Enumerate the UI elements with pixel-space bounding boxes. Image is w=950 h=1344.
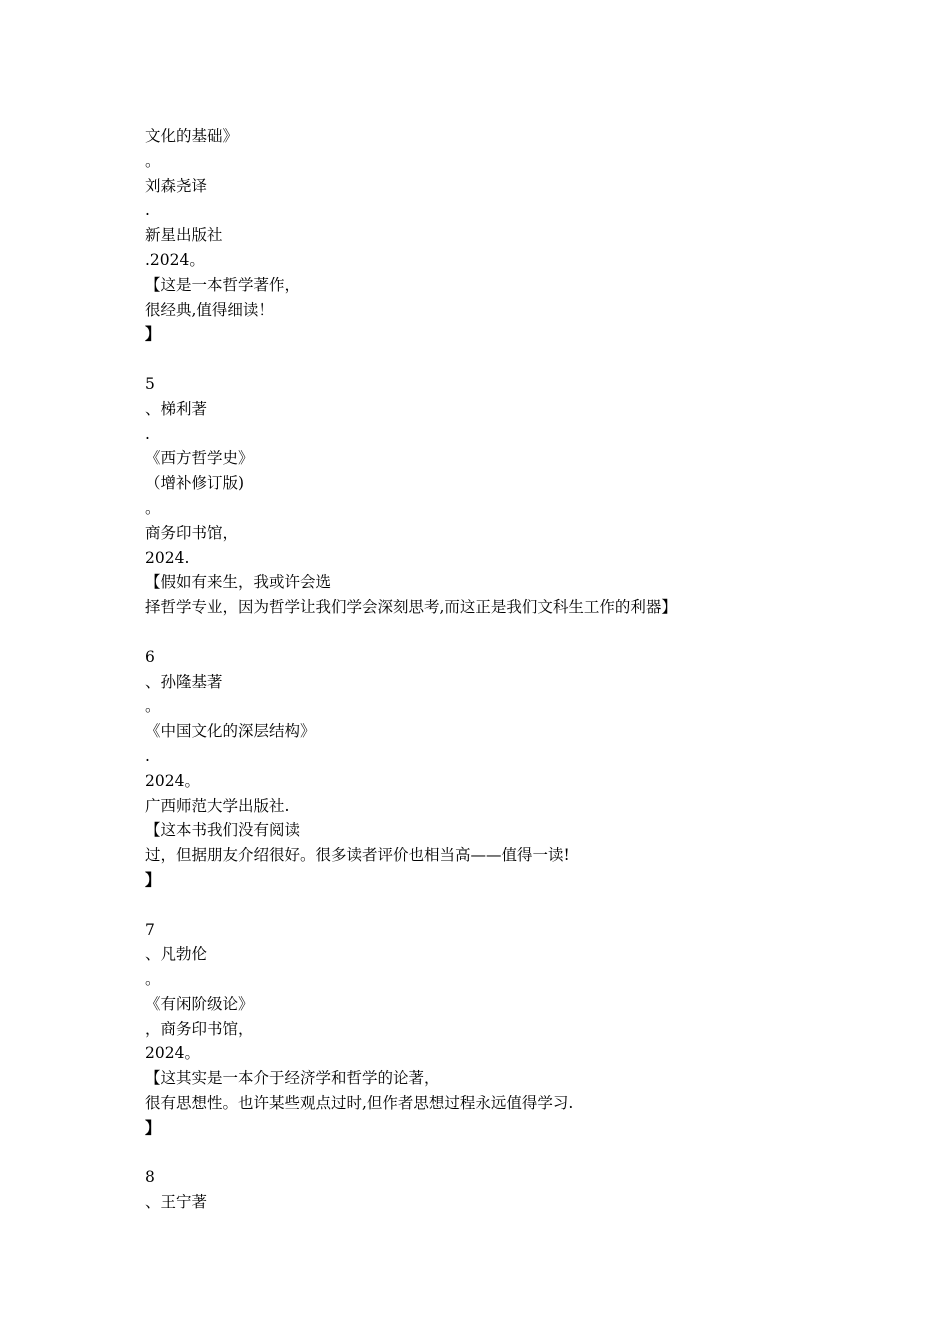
text-line: 】 [145,869,161,889]
text-line: . [145,201,150,220]
text-line: 。 [145,498,161,517]
text-line: . [145,424,150,443]
text-line: 2024。 [145,1044,200,1063]
text-line: 择哲学专业，因为哲学让我们学会深刻思考,而这正是我们文科生工作的利器】 [145,598,677,617]
blank-line [145,893,905,918]
text-line: 】 [145,324,161,344]
text-line: 。 [145,697,161,716]
text-line: 2024。 [145,771,200,790]
blank-line [145,1141,905,1166]
text-line: 、孙隆基著 [145,672,223,691]
item-number: 8 [145,1168,155,1187]
text-line: 商务印书馆， [145,523,239,542]
text-line: 。 [145,970,161,989]
text-line: 2024. [145,548,190,567]
item-number: 5 [145,374,155,393]
book-title: 《有闲阶级论》 [145,994,254,1013]
text-line: 、凡勃伦 [145,945,208,964]
text-line: 、王宁著 [145,1193,208,1212]
item-number: 6 [145,647,155,666]
text-line: . [145,746,150,765]
text-line: 】 [145,1117,161,1137]
text-line: 【这其实是一本介于经济学和哲学的论著， [145,1069,440,1088]
text-line: 广西师范大学出版社. [145,796,290,815]
text-line: .2024。 [145,250,205,269]
text-line: 新星出版社 [145,226,223,245]
text-line: 很有思想性。也许某些观点过时,但作者思想过程永远值得学习. [145,1094,574,1113]
book-title: 《中国文化的深层结构》 [145,722,316,741]
text-line: 很经典,值得细读！ [145,300,274,319]
text-line: 【假如有来生，我或许会选 [145,573,332,592]
text-line: 。 [145,151,161,170]
text-line: 、梯利著 [145,399,208,418]
text-line: 【这本书我们没有阅读 [145,821,301,840]
item-number: 7 [145,920,155,939]
document-body [145,124,905,1215]
text-line: 【这是一本哲学著作， [145,275,301,294]
text-line: 刘森尧译 [145,176,208,195]
text-line: ，商务印书馆， [145,1019,254,1038]
book-title: 《西方哲学史》 [145,449,254,468]
text-line: 文化的基础》 [145,127,239,145]
blank-line [145,620,905,645]
text-line: （增补修订版) [145,474,245,493]
text-line: 过，但据朋友介绍很好。很多读者评价也相当高——值得一读! [145,846,570,865]
blank-line [145,347,905,372]
